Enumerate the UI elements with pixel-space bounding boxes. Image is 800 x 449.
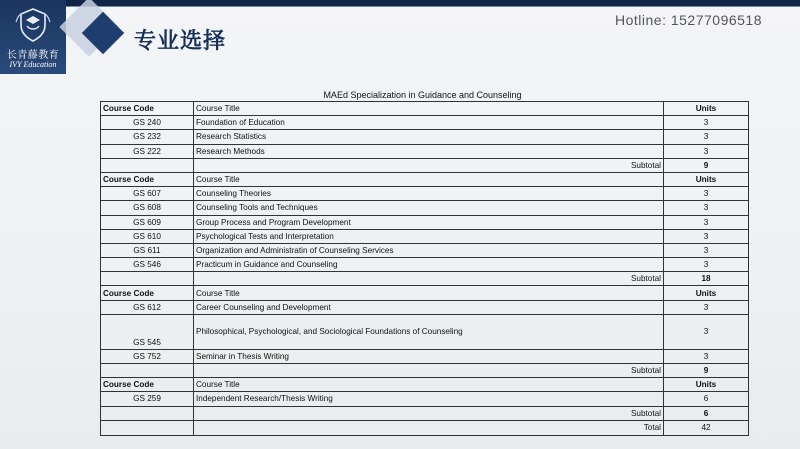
table-row [101, 215, 749, 229]
course-units: 3 [664, 144, 749, 158]
table-header-row [101, 378, 749, 392]
hotline-text: Hotline: 15277096518 [615, 12, 763, 28]
table-row [101, 144, 749, 158]
header-course-title: Course Title [194, 378, 664, 392]
course-title: Group Process and Program Development [194, 215, 664, 229]
subtotal-row [101, 272, 749, 286]
subtotal-label: Subtotal [194, 272, 664, 286]
course-title: Seminar in Thesis Writing [194, 349, 664, 363]
total-empty [101, 420, 194, 435]
subtotal-value: 18 [664, 272, 749, 286]
course-code: GS 259 [101, 392, 194, 406]
course-title: Organization and Administratin of Counseling Services [194, 243, 664, 257]
course-code: GS 240 [101, 116, 194, 130]
course-title: Philosophical, Psychological, and Sociological Foundations of Counseling [194, 314, 664, 349]
course-code: GS 608 [101, 201, 194, 215]
course-code: GS 546 [101, 258, 194, 272]
header-units: Units [664, 102, 749, 116]
course-code: GS 609 [101, 215, 194, 229]
course-units: 3 [664, 229, 749, 243]
subtotal-empty [101, 158, 194, 172]
course-title: Career Counseling and Development [194, 300, 664, 314]
course-code: GS 752 [101, 349, 194, 363]
table-row [101, 243, 749, 257]
course-title: Research Statistics [194, 130, 664, 144]
subtotal-value: 9 [664, 158, 749, 172]
table-row [101, 116, 749, 130]
table-row [101, 258, 749, 272]
shield-emblem-icon [14, 6, 52, 44]
course-code: GS 610 [101, 229, 194, 243]
course-units: 6 [664, 392, 749, 406]
header-course-code: Course Code [101, 286, 194, 300]
subtotal-label: Subtotal [194, 364, 664, 378]
table-row [101, 300, 749, 314]
table-row [101, 392, 749, 406]
course-title: Counseling Tools and Techniques [194, 201, 664, 215]
table-row [101, 201, 749, 215]
course-units: 3 [664, 300, 749, 314]
table-row [101, 314, 749, 349]
header-units: Units [664, 172, 749, 186]
header-course-code: Course Code [101, 378, 194, 392]
subtotal-label: Subtotal [194, 406, 664, 420]
subtotal-value: 9 [664, 364, 749, 378]
subtotal-empty [101, 272, 194, 286]
course-units: 3 [664, 215, 749, 229]
course-units: 3 [664, 314, 749, 349]
course-code: GS 545 [101, 314, 194, 349]
course-code: GS 611 [101, 243, 194, 257]
course-units: 3 [664, 201, 749, 215]
course-title: Psychological Tests and Interpretation [194, 229, 664, 243]
table-header-row [101, 102, 749, 116]
header-course-code: Course Code [101, 102, 194, 116]
course-units: 3 [664, 116, 749, 130]
course-title: Research Methods [194, 144, 664, 158]
course-code: GS 232 [101, 130, 194, 144]
course-code: GS 612 [101, 300, 194, 314]
header-course-title: Course Title [194, 102, 664, 116]
table-header-row [101, 286, 749, 300]
subtotal-empty [101, 406, 194, 420]
course-title: Practicum in Guidance and Counseling [194, 258, 664, 272]
table-row [101, 187, 749, 201]
table-row [101, 130, 749, 144]
header-course-title: Course Title [194, 286, 664, 300]
subtotal-row [101, 364, 749, 378]
subtotal-value: 6 [664, 406, 749, 420]
course-units: 3 [664, 258, 749, 272]
brand-name-en: IVY Education [9, 60, 57, 69]
table-row [101, 229, 749, 243]
course-code: GS 222 [101, 144, 194, 158]
course-code: GS 607 [101, 187, 194, 201]
subtotal-row [101, 406, 749, 420]
course-units: 3 [664, 349, 749, 363]
header-units: Units [664, 286, 749, 300]
course-title: Counseling Theories [194, 187, 664, 201]
course-units: 3 [664, 187, 749, 201]
header-course-code: Course Code [101, 172, 194, 186]
table-row [101, 349, 749, 363]
table-header-row [101, 172, 749, 186]
course-table-container [100, 89, 745, 436]
total-label: Total [194, 420, 664, 435]
total-value: 42 [664, 420, 749, 435]
total-row [101, 420, 749, 435]
header-course-title: Course Title [194, 172, 664, 186]
top-bar-line [0, 6, 800, 7]
table-title: MAEd Specialization in Guidance and Counseling [323, 90, 522, 100]
subtotal-label: Subtotal [194, 158, 664, 172]
course-units: 3 [664, 243, 749, 257]
page-title: 专业选择 [134, 29, 227, 54]
brand-logo [0, 0, 66, 74]
course-units: 3 [664, 130, 749, 144]
subtotal-row [101, 158, 749, 172]
subtotal-empty [101, 364, 194, 378]
course-title: Foundation of Education [194, 116, 664, 130]
course-table [100, 101, 749, 436]
course-title: Independent Research/Thesis Writing [194, 392, 664, 406]
brand-name-cn: 长青藤教育 [6, 50, 60, 61]
header-units: Units [664, 378, 749, 392]
